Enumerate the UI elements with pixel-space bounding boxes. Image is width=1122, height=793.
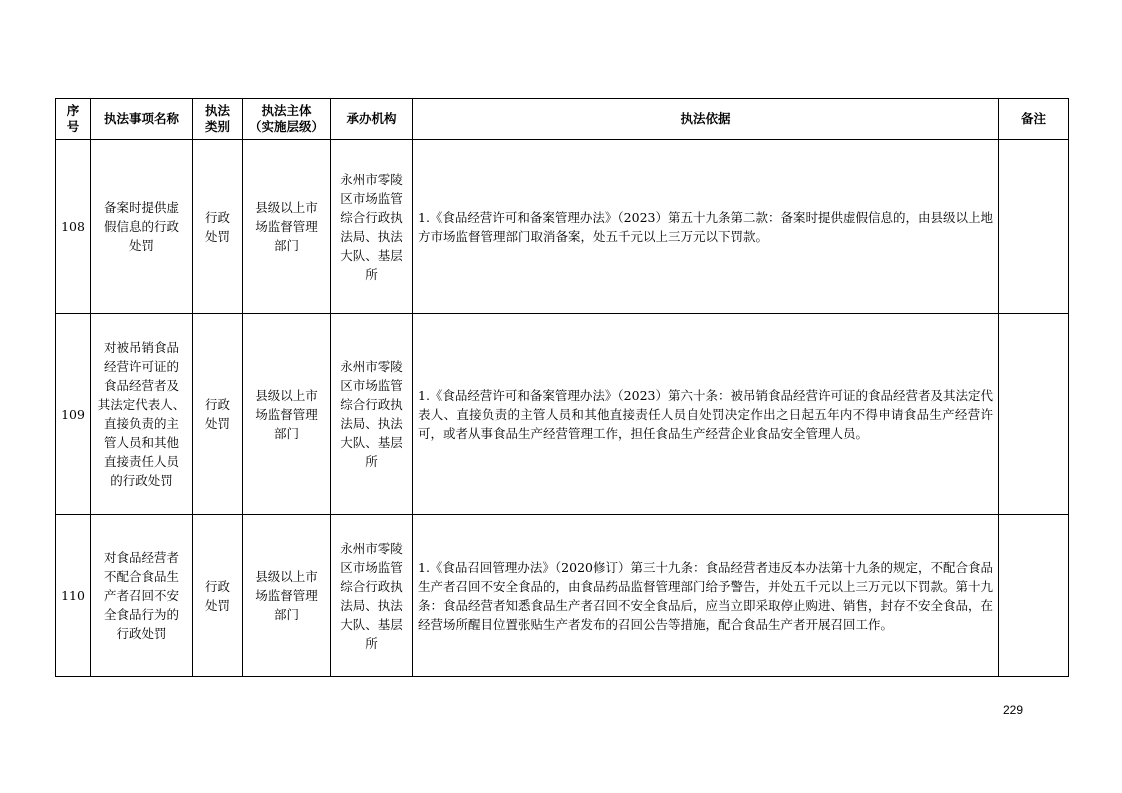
table-row [56, 314, 1069, 515]
row-seq: 109 [56, 314, 91, 515]
row-seq: 110 [56, 515, 91, 677]
header-seq: 序 号 [56, 99, 91, 140]
header-row [56, 99, 1069, 140]
row-subject: 县级以上市 场监督管理 部门 [243, 314, 331, 515]
row-remarks [999, 140, 1069, 314]
header-basis: 执法依据 [413, 99, 999, 140]
row-agency: 永州市零陵 区市场监管 综合行政执 法局、执法 大队、基层 所 [331, 314, 413, 515]
row-category: 行政 处罚 [193, 140, 243, 314]
header-agency: 承办机构 [331, 99, 413, 140]
row-category: 行政 处罚 [193, 515, 243, 677]
row-basis: 1.《食品经营许可和备案管理办法》（2023）第五十九条第二款：备案时提供虚假信息的，由县级以上地方市场监督管理部门取消备案，处五千元以上三万元以下罚款。 [413, 140, 999, 314]
row-remarks [999, 515, 1069, 677]
row-name: 备案时提供虚 假信息的行政 处罚 [91, 140, 193, 314]
row-agency: 永州市零陵 区市场监管 综合行政执 法局、执法 大队、基层 所 [331, 515, 413, 677]
table-row [56, 515, 1069, 677]
row-basis: 1.《食品召回管理办法》（2020修订）第三十九条：食品经营者违反本办法第十九条的规定，不配合食品生产者召回不安全食品的，由食品药品监督管理部门给予警告，并处五千元以上三万元以下罚款。第十九条：食品经营者知悉食品生产者召回不安全食品后，应当立即采取停止购进、销售，封存不安全食品，在经营场所醒目位置张贴生产者发布的召回公告等措施，配合食品生产者开展召回工作。 [413, 515, 999, 677]
page-number: 229 [1003, 703, 1024, 717]
enforcement-table [55, 98, 1069, 677]
header-remarks: 备注 [999, 99, 1069, 140]
table-row [56, 140, 1069, 314]
row-subject: 县级以上市 场监督管理 部门 [243, 515, 331, 677]
row-remarks [999, 314, 1069, 515]
header-category: 执法 类别 [193, 99, 243, 140]
row-basis: 1.《食品经营许可和备案管理办法》（2023）第六十条：被吊销食品经营许可证的食品经营者及其法定代表人、直接负责的主管人员和其他直接责任人员自处罚决定作出之日起五年内不得申请食品生产经营许可，或者从事食品生产经营管理工作，担任食品生产经营企业食品安全管理人员。 [413, 314, 999, 515]
row-name: 对食品经营者 不配合食品生 产者召回不安 全食品行为的 行政处罚 [91, 515, 193, 677]
header-subject: 执法主体 （实施层级） [243, 99, 331, 140]
row-name: 对被吊销食品 经营许可证的 食品经营者及 其法定代表人、 直接负责的主 管人员和其他 直接责任人员 的行政处罚 [91, 314, 193, 515]
header-name: 执法事项名称 [91, 99, 193, 140]
row-seq: 108 [56, 140, 91, 314]
row-agency: 永州市零陵 区市场监管 综合行政执 法局、执法 大队、基层 所 [331, 140, 413, 314]
row-category: 行政 处罚 [193, 314, 243, 515]
row-subject: 县级以上市 场监督管理 部门 [243, 140, 331, 314]
